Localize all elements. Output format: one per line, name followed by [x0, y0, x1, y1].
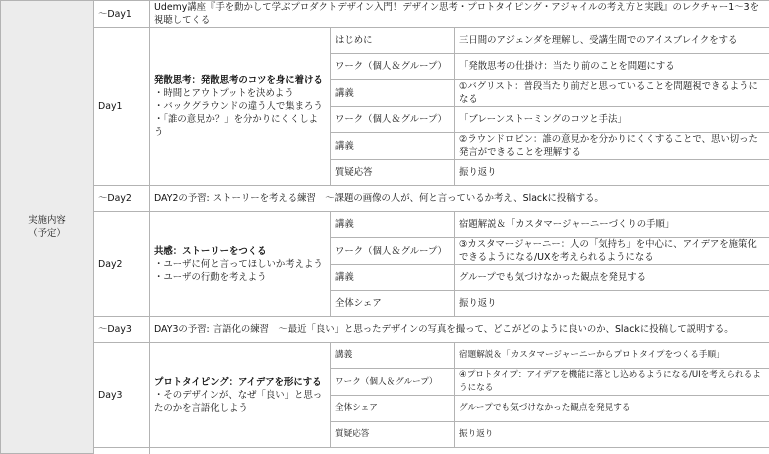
activity-type: 全体シェア: [331, 291, 455, 317]
activity-desc: 「発散思考の仕掛け：当たり前のことを問題にする: [455, 54, 769, 80]
day-cell: Day3: [94, 343, 150, 448]
activity-type: 質疑応答: [331, 422, 455, 448]
section-label-cell: [1, 1, 94, 454]
table-row: [1, 1, 769, 28]
homework-text: Udemy講座『手を動かして学ぶプロダクトデザイン入門！デザイン思考・プロトタイピング・アジャイルの考え方と実践』のレクチャー1〜3を視聴してくる: [150, 1, 769, 28]
topic-line: ・ユーザの行動を考えよう: [154, 271, 326, 284]
table-row: [1, 448, 769, 454]
activity-type: 全体シェア: [331, 396, 455, 422]
topic-line: ・そのデザインが、なぜ「良い」と思ったのかを言語化しよう: [154, 389, 326, 415]
section-label: 実施内容 （予定）: [28, 215, 66, 239]
activity-desc: 振り返り: [455, 291, 769, 317]
activity-desc: 「ブレーンストーミングのコツと手法」: [455, 107, 769, 133]
day-cell: Day1: [94, 28, 150, 186]
topic-cell: [150, 343, 331, 448]
table-row: [1, 343, 769, 369]
activity-type: 講義: [331, 343, 455, 369]
homework-text: [150, 448, 769, 454]
topic-line: ・「誰の意見か？」を分かりにくくしよう: [154, 113, 326, 139]
topic-line: ・バックグラウンドの違う人で集まろう: [154, 100, 326, 113]
day-cell: [94, 448, 150, 454]
activity-type: 講義: [331, 80, 455, 107]
activity-type: 講義: [331, 212, 455, 238]
activity-desc: 振り返り: [455, 422, 769, 448]
activity-desc: 宿題解説＆「カスタマージャーニーからプロトタイプをつくる手順」: [455, 343, 769, 369]
day-cell: 〜Day3: [94, 317, 150, 343]
activity-desc: グループでも気づけなかった観点を発見する: [455, 265, 769, 291]
activity-desc: 三日間のアジェンダを理解し、受講生間でのアイスブレイクをする: [455, 28, 769, 54]
activity-desc: ④プロトタイプ：アイデアを機能に落とし込めるようになる/UIを考えられるようになる: [455, 369, 769, 396]
day-cell: 〜Day2: [94, 186, 150, 212]
activity-type: 講義: [331, 133, 455, 160]
table-row: [1, 212, 769, 238]
day-cell: 〜Day1: [94, 1, 150, 28]
activity-type: 質疑応答: [331, 160, 455, 186]
activity-desc: ①バグリスト：普段当たり前だと思っていることを問題視できるようになる: [455, 80, 769, 107]
activity-desc: 振り返り: [455, 160, 769, 186]
table-row: [1, 317, 769, 343]
topic-line: ・時間とアウトプットを決めよう: [154, 87, 326, 100]
topic-title: 発散思考：発散思考のコツを身に着ける: [154, 74, 326, 87]
activity-desc: 宿題解説＆「カスタマージャーニーづくりの手順」: [455, 212, 769, 238]
activity-type: ワーク（個人＆グループ）: [331, 369, 455, 396]
table-row: [1, 28, 769, 54]
topic-line: ・ユーザに何と言ってほしいか考えよう: [154, 258, 326, 271]
activity-desc: ③カスタマージャーニー：人の「気持ち」を中心に、アイデアを施策化できるようになる/UXを考えられるようになる: [455, 238, 769, 265]
topic-title: 共感：ストーリーをつくる: [154, 245, 326, 258]
activity-type: ワーク（個人＆グループ）: [331, 238, 455, 265]
activity-desc: グループでも気づけなかった観点を発見する: [455, 396, 769, 422]
activity-type: ワーク（個人＆グループ）: [331, 54, 455, 80]
activity-type: ワーク（個人＆グループ）: [331, 107, 455, 133]
activity-type: はじめに: [331, 28, 455, 54]
activity-desc: ②ラウンドロビン：誰の意見かを分かりにくくすることで、思い切った発言ができることを理解する: [455, 133, 769, 160]
table-row: [1, 186, 769, 212]
topic-cell: [150, 212, 331, 317]
topic-title: プロトタイピング：アイデアを形にする: [154, 376, 326, 389]
activity-type: 講義: [331, 265, 455, 291]
topic-cell: [150, 28, 331, 186]
homework-text: DAY3の予習: 言語化の練習 〜最近「良い」と思ったデザインの写真を撮って、どこがどのように良いのか、Slackに投稿して説明する。: [150, 317, 769, 343]
day-cell: Day2: [94, 212, 150, 317]
homework-text: DAY2の予習: ストーリーを考える練習 〜課題の画像の人が、何と言っているか考え、Slackに投稿する。: [150, 186, 769, 212]
